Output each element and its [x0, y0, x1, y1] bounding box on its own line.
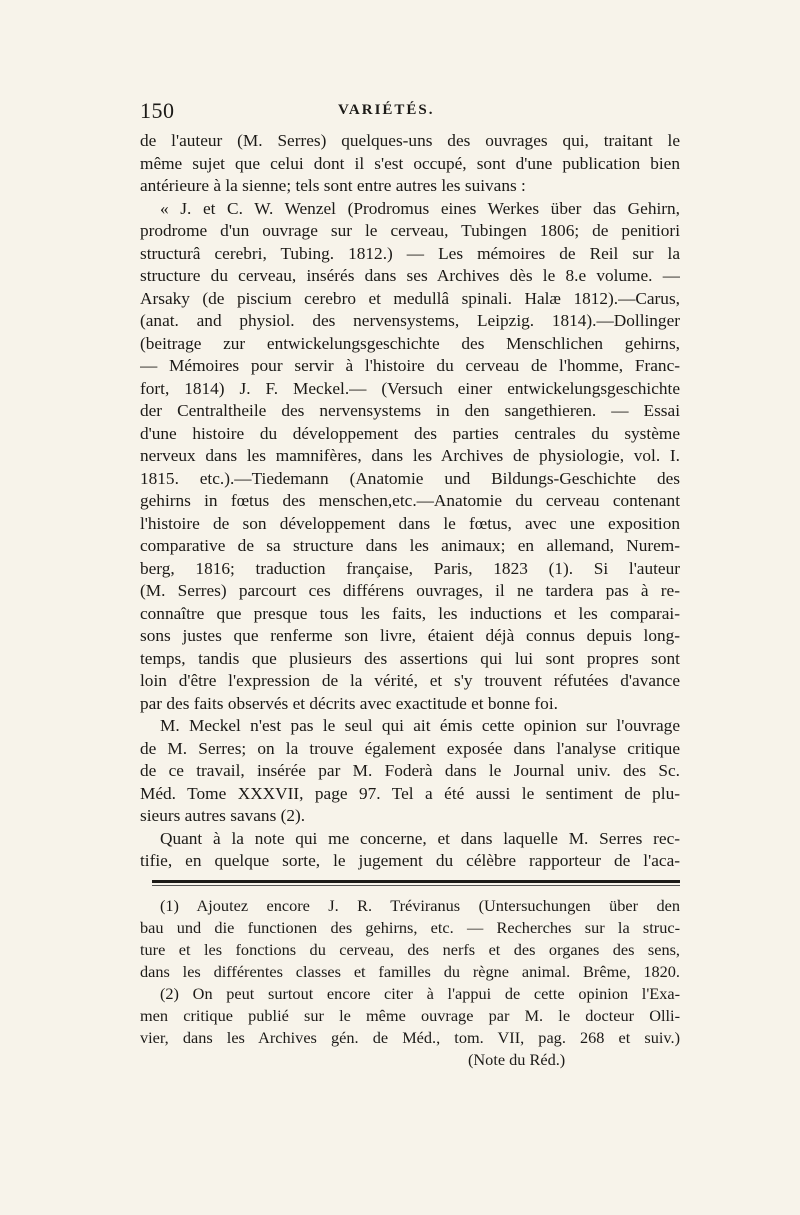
- body-line: der Centraltheile des nervensystems in den sangethieren. — Essai: [140, 401, 680, 420]
- body-line: 1815. etc.).—Tiedemann (Anatomie und Bildungs-Geschichte des: [140, 468, 680, 488]
- body-line: sieurs autres savans (2).: [140, 806, 306, 825]
- body-line: nerveux dans les mamnifères, dans les Archives de physiologie, vol. I.: [140, 446, 680, 465]
- body-line: M. Meckel n'est pas le seul qui ait émis cette opinion sur l'ouvrage: [160, 716, 680, 735]
- body-line: tifie, en quelque sorte, le jugement du célèbre rapporteur de l'aca-: [140, 851, 680, 870]
- body-line: par des faits observés et décrits avec exactitude et bonne foi.: [140, 693, 558, 713]
- body-line: (M. Serres) parcourt ces différens ouvrages, il ne tardera pas à re-: [140, 581, 680, 600]
- page-header: [140, 98, 660, 128]
- body-line: de M. Serres; on la trouve également exposée dans l'analyse critique: [140, 738, 680, 758]
- body-line: berg, 1816; traduction française, Paris, 1823 (1). Si l'auteur: [140, 558, 680, 578]
- footnote-line: (2) On peut surtout encore citer à l'appui de cette opinion l'Exa-: [160, 984, 680, 1003]
- page-number: 150: [140, 98, 175, 123]
- body-line: structure du cerveau, insérés dans ses Archives dès le 8.e volume. —: [140, 266, 680, 285]
- body-line: de l'auteur (M. Serres) quelques-uns des ouvrages qui, traitant le: [140, 131, 680, 150]
- body-line: « J. et C. W. Wenzel (Prodromus eines Werkes über das Gehirn,: [160, 198, 680, 218]
- footnote-line: dans les différentes classes et familles du règne animal. Brême, 1820.: [140, 962, 680, 981]
- body-line: — Mémoires pour servir à l'histoire du cerveau de l'homme, Franc-: [140, 356, 680, 375]
- editor-note: (Note du Réd.): [468, 1050, 566, 1069]
- body-line: fort, 1814) J. F. Meckel.— (Versuch einer entwickelungsgeschichte: [140, 378, 680, 398]
- footnote-line: vier, dans les Archives gén. de Méd., tom. VII, pag. 268 et suiv.): [140, 1028, 680, 1047]
- footnote-line: (1) Ajoutez encore J. R. Tréviranus (Untersuchungen über den: [160, 896, 680, 915]
- body-line: sons justes que renferme son livre, étaient déjà connus depuis long-: [140, 626, 680, 645]
- running-head: VARIÉTÉS.: [338, 102, 435, 118]
- body-line: Méd. Tome XXXVII, page 97. Tel a été aussi le sentiment de plu-: [140, 783, 680, 803]
- body-line: comparative de sa structure dans les animaux; en allemand, Nurem-: [140, 536, 680, 555]
- body-line: Arsaky (de piscium cerebro et medullâ spinali. Halæ 1812).—Carus,: [140, 288, 680, 308]
- footnote-line: ture et les fonctions du cerveau, des nerfs et des organes des sens,: [140, 940, 680, 959]
- body-line: d'une histoire du développement des parties centrales du système: [140, 423, 680, 443]
- footnote-line: bau und die functionen des gehirns, etc. — Recherches sur la struc-: [140, 918, 680, 937]
- body-line: structurâ cerebri, Tubing. 1812.) — Les mémoires de Reil sur la: [140, 243, 680, 263]
- footnote-rule: [152, 880, 680, 883]
- body-line: (beitrage zur entwickelungsgeschichte des Menschlichen gehirns,: [140, 333, 680, 353]
- body-line: Quant à la note qui me concerne, et dans laquelle M. Serres rec-: [160, 828, 680, 848]
- body-line: prodrome d'un ouvrage sur le cerveau, Tubingen 1806; de penitiori: [140, 221, 680, 240]
- body-line: loin d'être l'expression de la vérité, et s'y trouvent réfutées d'avance: [140, 671, 680, 690]
- body-line: connaître que presque tous les faits, les inductions et les comparai-: [140, 603, 680, 623]
- body-line: antérieure à la sienne; tels sont entre autres les suivans :: [140, 176, 526, 195]
- body-line: même sujet que celui dont il s'est occupé, sont d'une publication bien: [140, 153, 680, 173]
- footnote-line: men critique publié sur le même ouvrage par M. le docteur Olli-: [140, 1006, 680, 1025]
- body-line: temps, tandis que plusieurs des assertions qui lui sont propres sont: [140, 648, 680, 668]
- body-line: de ce travail, insérée par M. Foderà dans le Journal univ. des Sc.: [140, 761, 680, 780]
- body-line: (anat. and physiol. des nervensystems, Leipzig. 1814).—Dollinger: [140, 311, 680, 330]
- footnote-rule-thin: [152, 885, 680, 886]
- body-line: l'histoire de son développement dans le fœtus, avec une exposition: [140, 513, 680, 533]
- body-line: gehirns in fœtus des menschen,etc.—Anatomie du cerveau contenant: [140, 491, 680, 510]
